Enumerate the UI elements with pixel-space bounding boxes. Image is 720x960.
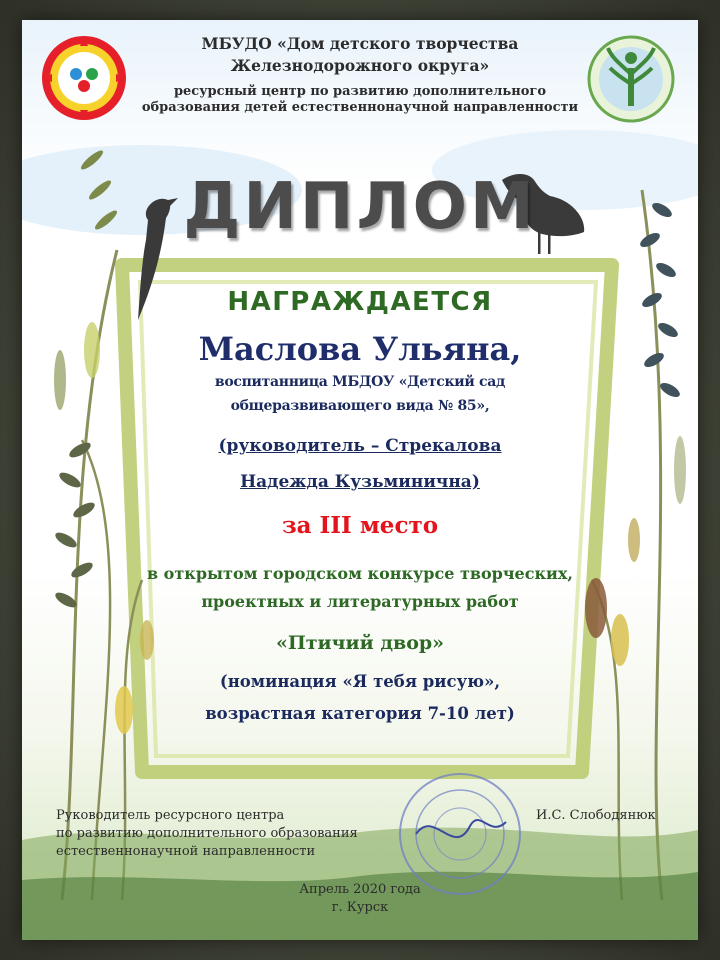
resource-center-line2: образования детей естественнонаучной направленности xyxy=(141,100,579,115)
signatory-role-line1: Руководитель ресурсного центра xyxy=(56,808,285,823)
signature-scribble xyxy=(416,820,506,837)
diploma-title: ДИПЛОМ xyxy=(183,170,537,244)
organization-name-line2: Железнодорожного округа» xyxy=(230,56,490,75)
place-text: за III место xyxy=(281,512,439,539)
pupil-line2: общеразвивающего вида № 85», xyxy=(230,398,490,414)
nomination-line1: (номинация «Я тебя рисую», xyxy=(219,672,501,691)
contest-line1: в открытом городском конкурсе творческих, xyxy=(146,564,573,583)
organization-name-line1: МБУДО «Дом детского творчества xyxy=(201,34,519,53)
mentor-line1: (руководитель – Стрекалова xyxy=(218,436,502,456)
signatory-role-line2: по развитию дополнительного образования xyxy=(56,826,358,841)
signatory-name: И.С. Слободянюк xyxy=(536,808,656,823)
mentor-line2: Надежда Кузьминична) xyxy=(240,472,480,492)
official-stamp-icon xyxy=(394,768,526,900)
recipient-name: Маслова Ульяна, xyxy=(198,330,522,368)
diploma-sheet xyxy=(22,20,698,940)
issue-city: г. Курск xyxy=(331,900,389,915)
issue-date: Апрель 2020 года xyxy=(299,882,421,897)
contest-line2: проектных и литературных работ xyxy=(201,592,519,611)
resource-center-line1: ресурсный центр по развитию дополнительного xyxy=(173,84,547,99)
signatory-role-line3: естественнонаучной направленности xyxy=(56,844,316,859)
awarded-heading: НАГРАЖДАЕТСЯ xyxy=(227,287,493,317)
pupil-line1: воспитанница МБДОУ «Детский сад xyxy=(214,374,506,390)
contest-name: «Птичий двор» xyxy=(275,632,445,654)
nomination-line2: возрастная категория 7-10 лет) xyxy=(205,704,515,723)
